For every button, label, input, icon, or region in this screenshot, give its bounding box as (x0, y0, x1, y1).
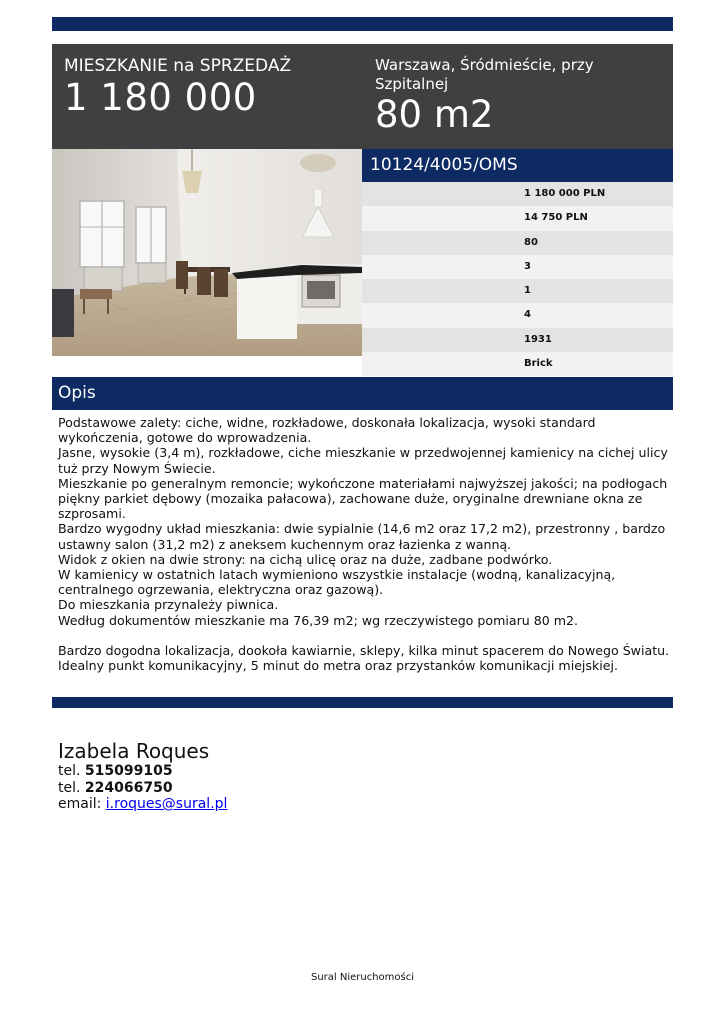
detail-value: 1 (524, 285, 531, 297)
detail-value: 3 (524, 260, 531, 272)
detail-value: 80 (524, 236, 538, 248)
description-heading-bar (52, 377, 673, 410)
detail-value: 1 180 000 PLN (524, 188, 606, 199)
top-bar (52, 17, 673, 31)
detail-value: 14 750 PLN (524, 212, 588, 224)
description-paragraph: Mieszkanie po generalnym remoncie; wykończone materiałami najwyższej jakości; na podłogach piękny parkiet dębowy (mozaika pałacowa), zachowane duże, oryginalne drewniane okna ze szprosami. (58, 475, 668, 522)
details-row (362, 255, 673, 279)
reference-number-bar (362, 149, 673, 182)
detail-value: 1931 (524, 333, 552, 345)
detail-value: Brick (524, 358, 553, 370)
description-paragraph: Jasne, wysokie (3,4 m), rozkładowe, ciche mieszkanie w przedwojennej kamienicy na cichej ulicy tuż przy Nowym Świecie. (58, 445, 668, 476)
detail-value: 4 (524, 309, 531, 321)
details-row (362, 182, 673, 206)
price-heading: 1 180 000 (64, 76, 257, 119)
details-row (362, 206, 673, 230)
description-paragraph: Bardzo wygodny układ mieszkania: dwie sypialnie (14,6 m2 oraz 17,2 m2), przestronny , bardzo ustawny salon (31,2 m2) z aneksem kuchennym oraz łazienka z wanną. (58, 521, 666, 552)
email-label: email: (58, 796, 102, 812)
description-text (58, 415, 670, 673)
separator-bar (52, 697, 673, 708)
footer-company: Sural Nieruchomości (310, 972, 415, 983)
description-paragraph: Według dokumentów mieszkanie ma 76,39 m2; wg rzeczywistego pomiaru 80 m2. (58, 612, 579, 628)
description-heading: Opis (58, 383, 96, 403)
location: Warszawa, Śródmieście, przy Szpitalnej (375, 56, 594, 93)
tel-label: tel. (58, 779, 81, 796)
paragraph-gap (58, 628, 670, 643)
email-line (58, 796, 227, 813)
area-heading: 80 m2 (375, 93, 494, 136)
description-paragraph: Bardzo dogodna lokalizacja, dookoła kawiarnie, sklepy, kilka minut spacerem do Nowego Światu. (58, 643, 670, 659)
details-row (362, 352, 673, 376)
reference-number: 10124/4005/OMS (370, 155, 518, 175)
tel-label: tel. (58, 763, 81, 779)
description-paragraph: Do mieszkania przynależy piwnica. (58, 597, 279, 613)
description-paragraph: Widok z okien na dwie strony: na cichą ulicę oraz na duże, zadbane podwórko. (58, 551, 553, 567)
phone-number-1: 515099105 (84, 763, 173, 779)
details-table (362, 182, 673, 376)
agent-name: Izabela Roques (58, 739, 210, 763)
phone-line-1 (58, 763, 227, 780)
details-row (362, 231, 673, 255)
agent-contact (58, 739, 227, 813)
details-row (362, 279, 673, 303)
phone-number-2: 224066750 (84, 779, 173, 796)
listing-header (52, 44, 673, 149)
details-row (362, 303, 673, 327)
offer-type: MIESZKANIE na SPRZEDAŻ (64, 56, 292, 76)
phone-line-2 (58, 780, 227, 797)
description-paragraph: Idealny punkt komunikacyjny, 5 minut do metra oraz przystanków komunikacji miejskiej. (58, 658, 619, 674)
description-paragraph: Podstawowe zalety: ciche, widne, rozkładowe, doskonała lokalizacja, wysoki standard wykończenia, gotowe do wprowadzenia. (58, 415, 596, 446)
details-row (362, 328, 673, 352)
email-link[interactable]: i.roques@sural.pl (105, 796, 228, 812)
apartment-photo (52, 149, 362, 356)
description-paragraph: W kamienicy w ostatnich latach wymieniono wszystkie instalacje (wodną, kanalizacyjną, centralnego ogrzewania, elektryczna oraz gazową). (58, 567, 616, 598)
